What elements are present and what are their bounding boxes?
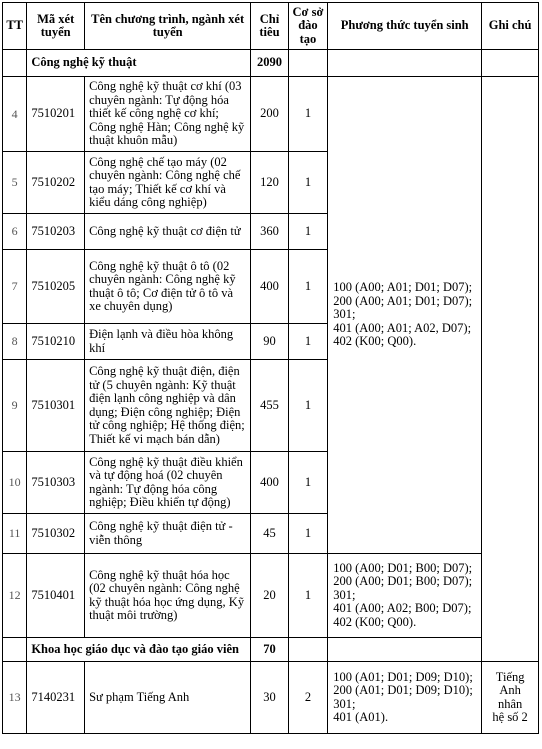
- method-line: 100 (A00; A01; D01; D07);: [333, 280, 473, 295]
- row-quota: 360: [251, 214, 288, 250]
- group-tt-cell: [3, 50, 27, 77]
- row-tt: 12: [3, 554, 27, 638]
- row-tt: 9: [3, 360, 27, 452]
- row-name: Công nghệ kỹ thuật cơ điện tử: [85, 214, 251, 250]
- group-quota: 2090: [251, 50, 288, 77]
- row-tt: 13: [3, 662, 27, 734]
- method-line: 301;: [333, 696, 356, 711]
- row-campus: 1: [288, 214, 328, 250]
- row-campus: 1: [288, 77, 328, 152]
- row-name: Công nghệ kỹ thuật hóa học (02 chuyên ngành: Công nghệ kỹ thuật hóa học ứng dụng, Kỹ thuật môi trường): [85, 554, 251, 638]
- note-line: nhân: [497, 696, 523, 711]
- row-code: 7510301: [27, 360, 85, 452]
- row-name: Sư phạm Tiếng Anh: [85, 662, 251, 734]
- table-row: [3, 77, 539, 152]
- method-line: 401 (A01).: [333, 710, 389, 724]
- note-line: Anh: [499, 683, 521, 697]
- header-tt: TT: [3, 3, 27, 50]
- method-line: 402 (K00; Q00).: [333, 334, 417, 349]
- header-quota: Chỉ tiêu: [251, 3, 288, 50]
- header-row: [3, 3, 539, 50]
- row-code: 7510201: [27, 77, 85, 152]
- group-row: [3, 638, 539, 662]
- row-tt: 4: [3, 77, 27, 152]
- row-tt: 8: [3, 324, 27, 360]
- method-cell: [328, 662, 482, 734]
- table-row: [3, 662, 539, 734]
- row-name: Công nghệ kỹ thuật điều khiển và tự động hoá (02 chuyên ngành: Tự động hóa công nghiệp; Điều khiển tự động): [85, 452, 251, 514]
- note-line: hệ số 2: [492, 710, 528, 724]
- row-quota: 400: [251, 250, 288, 324]
- row-campus: 1: [288, 360, 328, 452]
- header-note: Ghi chú: [482, 3, 539, 50]
- row-quota: 120: [251, 152, 288, 214]
- method-line: 402 (K00; Q00).: [333, 614, 417, 629]
- group-campus-cell: [288, 50, 328, 77]
- note-cell: [482, 77, 539, 662]
- row-campus: 2: [288, 662, 328, 734]
- row-campus: 1: [288, 324, 328, 360]
- row-code: 7510303: [27, 452, 85, 514]
- group-name: Khoa học giáo dục và đào tạo giáo viên: [27, 638, 251, 662]
- row-campus: 1: [288, 152, 328, 214]
- row-campus: 1: [288, 452, 328, 514]
- method-line: 301;: [333, 307, 356, 322]
- group-row: [3, 50, 539, 77]
- row-campus: 1: [288, 554, 328, 638]
- row-tt: 6: [3, 214, 27, 250]
- admissions-table: [2, 2, 539, 734]
- method-line: 401 (A00; A02; B00; D07);: [333, 601, 472, 616]
- row-quota: 90: [251, 324, 288, 360]
- method-line: 401 (A00; A01; A02, D07);: [333, 320, 472, 335]
- group-method-cell: [328, 50, 482, 77]
- group-note-cell: [482, 50, 539, 77]
- row-quota: 20: [251, 554, 288, 638]
- row-tt: 11: [3, 514, 27, 554]
- row-code: 7510210: [27, 324, 85, 360]
- row-code: 7510202: [27, 152, 85, 214]
- row-code: 7510401: [27, 554, 85, 638]
- group-campus-cell: [288, 638, 328, 662]
- row-tt: 5: [3, 152, 27, 214]
- row-tt: 10: [3, 452, 27, 514]
- group-name: Công nghệ kỹ thuật: [27, 50, 251, 77]
- row-name: Công nghệ chế tạo máy (02 chuyên ngành: Công nghệ chế tạo máy; Thiết kế cơ khí và kiểu dáng công nghiệp): [85, 152, 251, 214]
- row-campus: 1: [288, 514, 328, 554]
- row-campus: 1: [288, 250, 328, 324]
- note-cell: [482, 662, 539, 734]
- row-quota: 45: [251, 514, 288, 554]
- header-campus: Cơ sở đào tạo: [288, 3, 328, 50]
- method-line: 200 (A00; A01; D01; D07);: [333, 293, 473, 308]
- note-line: Tiếng: [495, 669, 525, 684]
- row-code: 7510205: [27, 250, 85, 324]
- group-tt-cell: [3, 638, 27, 662]
- row-name: Công nghệ kỹ thuật điện, điện tử (5 chuyên ngành: Kỹ thuật điện lạnh công nghiệp và dân dụng; Điện công nghiệp; Điện tử công nghiệp; Hệ thống điện; Thiết kế vi mạch bán dẫn): [85, 360, 251, 452]
- table-row: [3, 554, 539, 638]
- method-cell: [328, 77, 482, 554]
- header-name: Tên chương trình, ngành xét tuyển: [85, 3, 251, 50]
- row-tt: 7: [3, 250, 27, 324]
- row-name: Công nghệ kỹ thuật ô tô (02 chuyên ngành: Công nghệ kỹ thuật ô tô; Cơ điện tử ô tô và xe chuyên dụng): [85, 250, 251, 324]
- header-method: Phương thức tuyển sinh: [328, 3, 482, 50]
- method-line: 100 (A00; D01; B00; D07);: [333, 560, 473, 575]
- row-code: 7510302: [27, 514, 85, 554]
- method-line: 200 (A01; D01; D09; D10);: [333, 683, 473, 697]
- header-code: Mã xét tuyển: [27, 3, 85, 50]
- method-line: 200 (A00; D01; B00; D07);: [333, 574, 473, 589]
- method-line: 301;: [333, 587, 356, 602]
- method-line: 100 (A01; D01; D09; D10);: [333, 669, 473, 684]
- row-name: Công nghệ kỹ thuật cơ khí (03 chuyên ngành: Tự động hóa thiết kế công nghệ cơ khí; Công nghệ Hàn; Công nghệ kỹ thuật khuôn mẫu): [85, 77, 251, 152]
- row-quota: 30: [251, 662, 288, 734]
- row-code: 7140231: [27, 662, 85, 734]
- row-quota: 400: [251, 452, 288, 514]
- row-quota: 200: [251, 77, 288, 152]
- row-name: Công nghệ kỹ thuật điện tử - viễn thông: [85, 514, 251, 554]
- row-name: Điện lạnh và điều hòa không khí: [85, 324, 251, 360]
- row-code: 7510203: [27, 214, 85, 250]
- row-quota: 455: [251, 360, 288, 452]
- method-cell: [328, 554, 482, 638]
- group-quota: 70: [251, 638, 288, 662]
- group-method-cell: [328, 638, 482, 662]
